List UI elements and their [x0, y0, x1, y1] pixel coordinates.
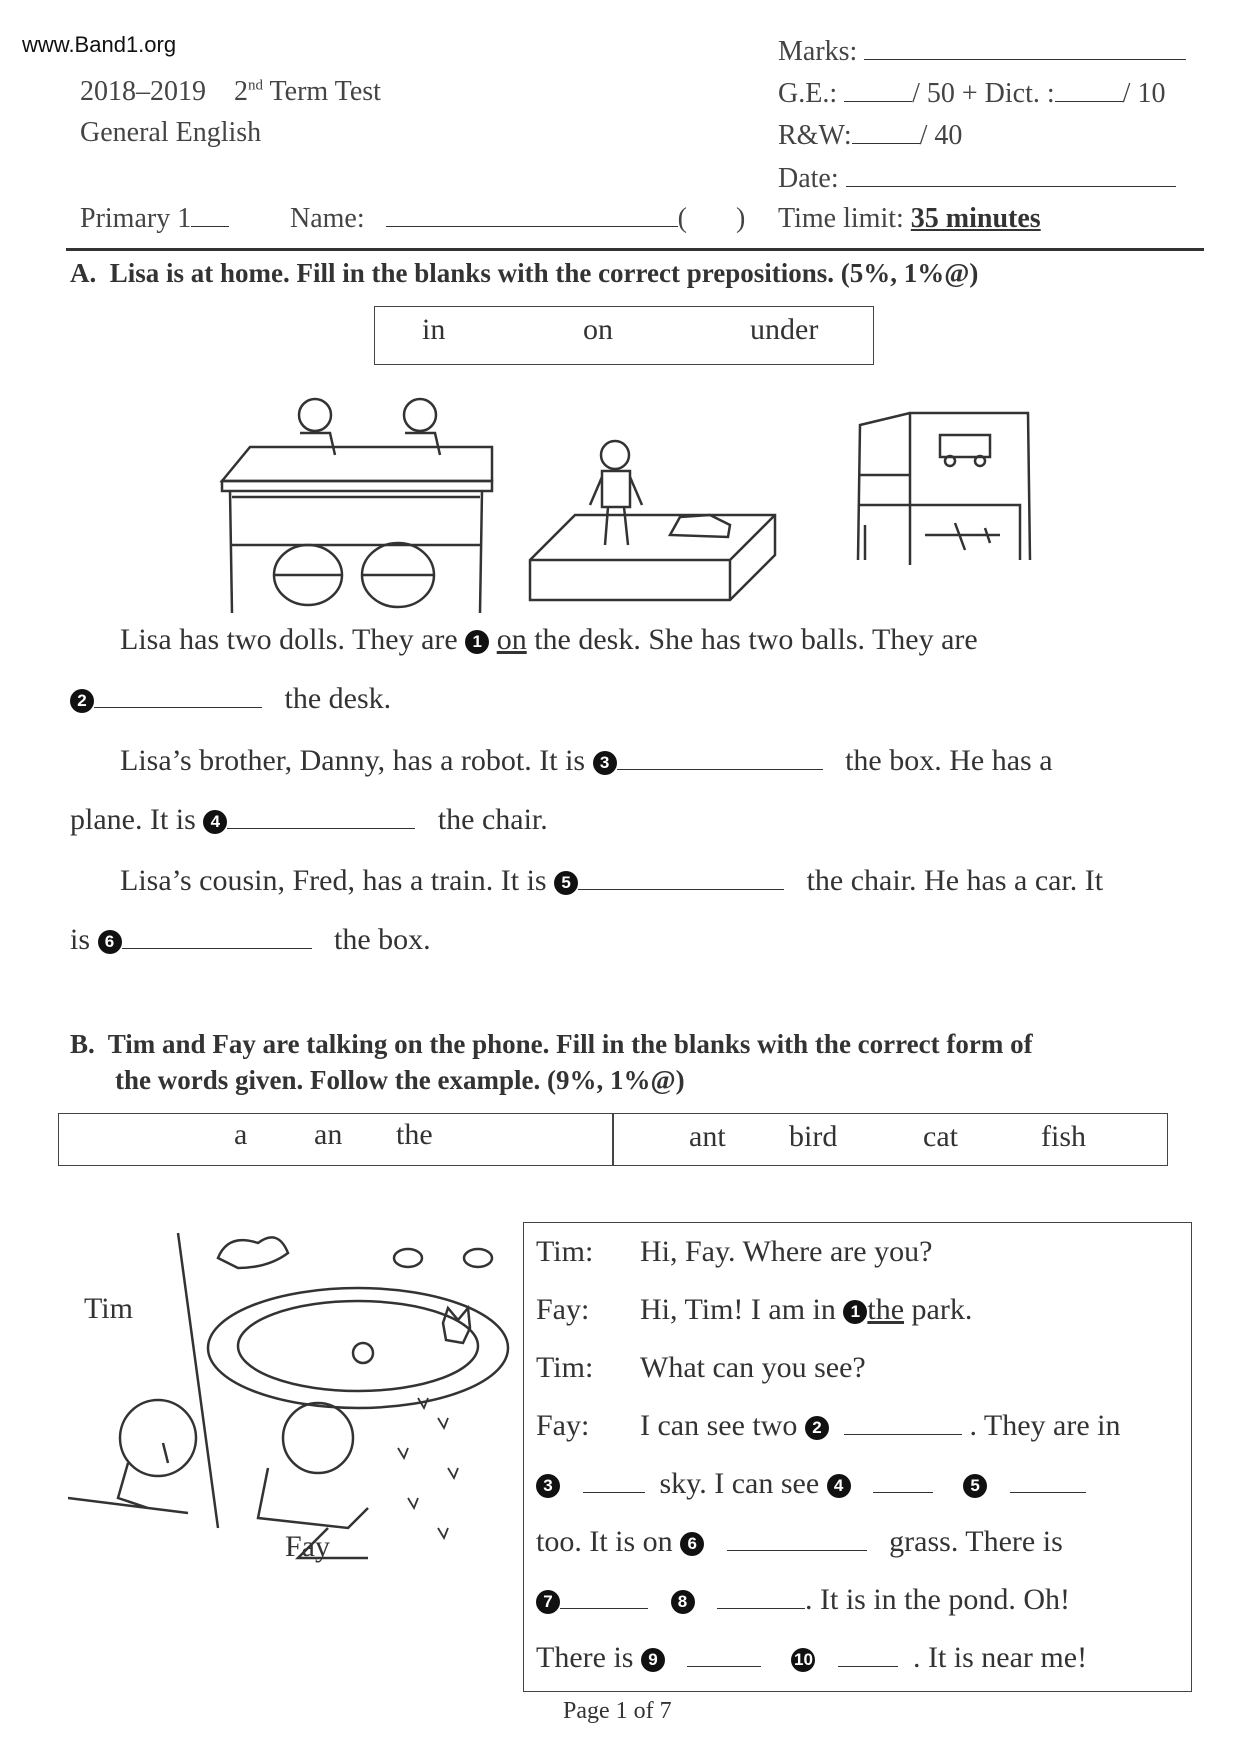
- dict-blank[interactable]: [1055, 100, 1123, 102]
- year: 2018–2019: [80, 76, 206, 107]
- dialogue-line-3: [536, 1351, 866, 1385]
- speaker: Tim:: [536, 1235, 594, 1268]
- answer-blank-4[interactable]: [227, 827, 415, 829]
- text: plane. It is: [70, 803, 196, 836]
- term-title: [80, 76, 381, 108]
- box-with-robot-and-car-image: [530, 441, 775, 600]
- answer-blank-8[interactable]: [717, 1607, 805, 1609]
- table-divider: [612, 1114, 614, 1165]
- word-box: [374, 306, 874, 365]
- number-badge: 1: [465, 630, 489, 654]
- class-blank[interactable]: [191, 225, 229, 227]
- dialogue-line-2: [536, 1293, 972, 1327]
- pond-and-animals-image: [208, 1237, 508, 1408]
- park-phone-illustration: [68, 1228, 518, 1568]
- name-blank[interactable]: [386, 225, 678, 227]
- text: I can see two: [640, 1409, 798, 1442]
- number-badge: 1: [843, 1300, 867, 1324]
- answer-blank-3[interactable]: [583, 1491, 645, 1493]
- section-letter: B.: [70, 1029, 95, 1059]
- word-bird: bird: [789, 1120, 838, 1153]
- dialogue-line-4: [536, 1409, 1121, 1443]
- section-instruction: Tim and Fay are talking on the phone. Fill in the blanks with the correct form of: [107, 1029, 1033, 1059]
- number-badge: 4: [827, 1474, 851, 1498]
- chair-with-train-and-plane-image: [858, 413, 1030, 565]
- number-badge: 2: [805, 1416, 829, 1440]
- fay-label: Fay: [285, 1530, 330, 1563]
- dialogue-line-6: [536, 1525, 1063, 1559]
- answer-blank-3[interactable]: [617, 768, 823, 770]
- room-illustration: [210, 385, 1040, 615]
- ge-label: G.E.:: [778, 78, 838, 109]
- name-field: Name: ( ): [290, 203, 746, 234]
- sentence-3: [120, 744, 1053, 778]
- text: the box. He has a: [845, 744, 1053, 777]
- time-limit: [778, 203, 1041, 235]
- word-a: a: [234, 1118, 248, 1151]
- dialogue-box: [523, 1222, 1192, 1692]
- number-badge: 3: [593, 751, 617, 775]
- number-badge: 8: [671, 1590, 695, 1614]
- section-b-heading: [70, 1029, 1033, 1060]
- number-badge: 6: [680, 1532, 704, 1556]
- ge-field: [778, 78, 1165, 110]
- ge-total: / 50 + Dict. :: [912, 78, 1055, 109]
- answer-blank-2[interactable]: [844, 1433, 962, 1435]
- desk-with-dolls-and-balls-image: [222, 399, 492, 613]
- number-badge: 3: [536, 1474, 560, 1498]
- text: the chair. He has a car. It: [806, 864, 1104, 897]
- word-cat: cat: [923, 1120, 958, 1153]
- word-on: on: [583, 313, 613, 346]
- text: grass. There is: [889, 1525, 1063, 1558]
- tim-image: [68, 1400, 196, 1513]
- number-badge: 9: [641, 1648, 665, 1672]
- word-fish: fish: [1041, 1120, 1086, 1153]
- page-number: Page 1 of 7: [563, 1698, 672, 1724]
- example-answer: on: [496, 623, 527, 656]
- answer-blank-5[interactable]: [1010, 1491, 1086, 1493]
- date-field: [778, 163, 1176, 195]
- tim-label: Tim: [84, 1292, 133, 1325]
- text: There is: [536, 1641, 634, 1674]
- number-badge: 7: [536, 1590, 560, 1614]
- word-in: in: [422, 313, 446, 346]
- text: Hi, Tim! I am in: [640, 1293, 836, 1326]
- speaker: Fay:: [536, 1409, 590, 1442]
- text: the chair.: [437, 803, 548, 836]
- text: the desk.: [284, 682, 392, 715]
- marks-field: [778, 36, 1186, 68]
- marks-label: Marks:: [778, 36, 858, 67]
- word-under: under: [750, 313, 819, 346]
- answer-blank-2[interactable]: [94, 706, 262, 708]
- rw-total: / 40: [919, 120, 963, 151]
- speaker: Fay:: [536, 1293, 590, 1326]
- sentence-4: [70, 803, 548, 837]
- text: is: [70, 923, 91, 956]
- sentence-6: [70, 923, 431, 957]
- answer-blank-4[interactable]: [873, 1491, 933, 1493]
- section-instruction-cont: the words given. Follow the example. (9%, 1%@): [115, 1065, 685, 1095]
- example-answer: the: [867, 1293, 905, 1326]
- time-label: Time limit:: [778, 203, 904, 234]
- text: . It is near me!: [912, 1641, 1088, 1674]
- dict-total: / 10: [1122, 78, 1166, 109]
- section-instruction: Lisa is at home. Fill in the blanks with the correct prepositions. (5%, 1%@): [109, 258, 979, 288]
- text: . They are in: [969, 1409, 1121, 1442]
- time-value: 35 minutes: [910, 203, 1041, 234]
- date-label: Date:: [778, 163, 839, 194]
- term-num: 2: [234, 76, 248, 107]
- ge-blank[interactable]: [844, 100, 912, 102]
- text: the desk. She has two balls. They are: [534, 623, 978, 656]
- speaker: Tim:: [536, 1351, 594, 1384]
- section-a-heading: [70, 258, 978, 289]
- text: park.: [911, 1293, 973, 1326]
- term-rest: Term Test: [263, 76, 381, 107]
- word-the: the: [396, 1118, 433, 1151]
- term-sup: nd: [248, 77, 263, 94]
- text: What can you see?: [640, 1351, 866, 1384]
- dialogue-line-1: [536, 1235, 932, 1269]
- answer-blank-7[interactable]: [560, 1607, 648, 1609]
- number-badge: 4: [203, 810, 227, 834]
- sentence-2: [70, 682, 391, 716]
- answer-blank-9[interactable]: [687, 1665, 761, 1667]
- number-badge: 5: [963, 1474, 987, 1498]
- section-letter: A.: [70, 258, 97, 288]
- sentence-5: [120, 864, 1103, 898]
- answer-blank-6[interactable]: [727, 1549, 867, 1551]
- dialogue-line-8: [536, 1641, 1087, 1675]
- word-table: [58, 1113, 1168, 1166]
- text: sky. I can see: [659, 1467, 820, 1500]
- answer-blank-5[interactable]: [578, 888, 784, 890]
- watermark: www.Band1.org: [22, 32, 177, 57]
- date-blank[interactable]: [846, 185, 1176, 187]
- number-badge: 5: [554, 871, 578, 895]
- sentence-1: [120, 623, 978, 657]
- rw-label: R&W:: [778, 120, 852, 151]
- answer-blank-6[interactable]: [122, 947, 312, 949]
- word-an: an: [314, 1118, 343, 1151]
- word-ant: ant: [689, 1120, 726, 1153]
- name-label: Name:: [290, 203, 365, 234]
- text: Lisa has two dolls. They are: [120, 623, 458, 656]
- dialogue-line-5: [536, 1467, 1086, 1501]
- answer-blank-10[interactable]: [838, 1665, 898, 1667]
- number-badge: 2: [70, 689, 94, 713]
- text: . It is in the pond. Oh!: [805, 1583, 1070, 1616]
- header-rule: [66, 248, 1204, 251]
- text: Lisa’s brother, Danny, has a robot. It is: [120, 744, 586, 777]
- marks-blank[interactable]: [864, 58, 1186, 60]
- text: too. It is on: [536, 1525, 673, 1558]
- number-badge: 10: [791, 1648, 815, 1672]
- class-field: [80, 203, 229, 235]
- rw-blank[interactable]: [852, 142, 920, 144]
- text: Hi, Fay. Where are you?: [640, 1235, 933, 1268]
- class-label: Primary 1: [80, 203, 192, 234]
- subject: General English: [80, 117, 262, 148]
- rw-field: [778, 120, 962, 152]
- number-badge: 6: [98, 930, 122, 954]
- dialogue-line-7: [536, 1583, 1070, 1617]
- text: the box.: [334, 923, 431, 956]
- text: Lisa’s cousin, Fred, has a train. It is: [120, 864, 547, 897]
